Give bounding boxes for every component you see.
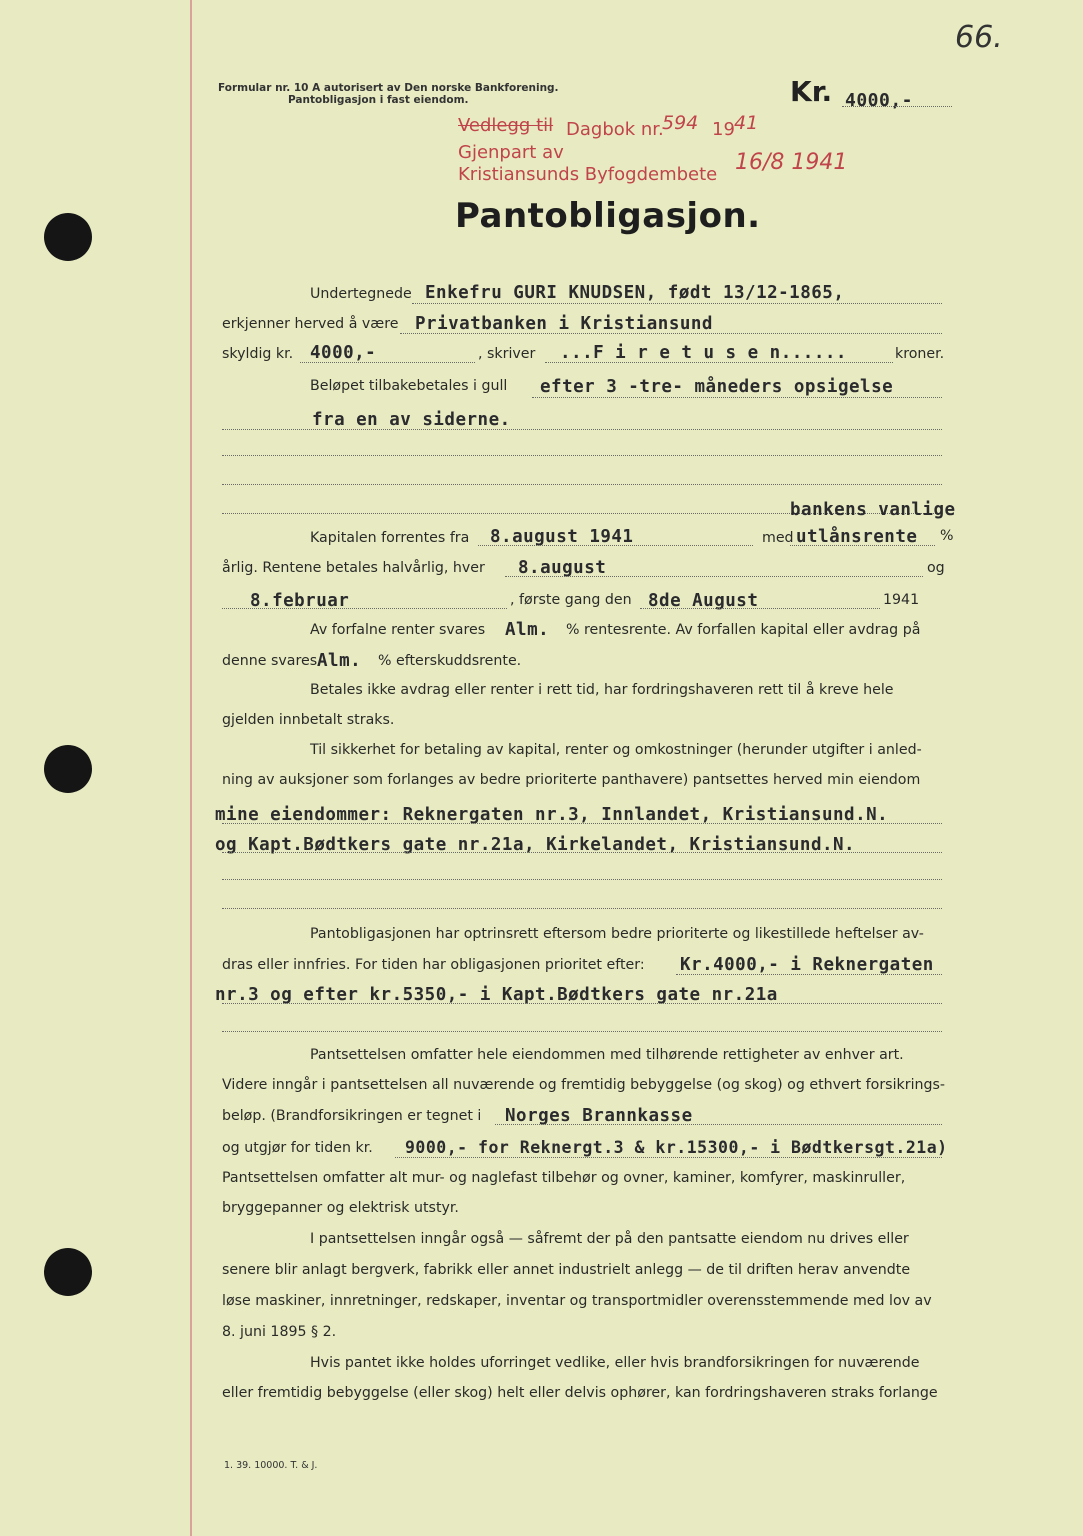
hvis-line-2: eller fremtidig bebyggelse (eller skog) helt eller delvis ophører, kan fordringshaveren straks forlange <box>222 1385 938 1401</box>
kapital-value: 8.august 1941 <box>490 527 634 547</box>
sikkerhet-line-2: ning av auksjoner som forlanges av bedre prioriterte panthavere) pantsettes herved min eiendom <box>222 772 921 788</box>
punch-hole <box>44 745 92 793</box>
undertegnede-label: Undertegnede <box>310 286 412 302</box>
februar-value: 8.februar <box>250 591 350 611</box>
optrinsrett-line-1: Pantobligasjonen har optrinsrett eftersom bedre prioriterte og likestillede heftelser av- <box>310 926 924 942</box>
hvis-line-1: Hvis pantet ikke holdes uforringet vedlike, eller hvis brandforsikringen for nuværende <box>310 1355 920 1371</box>
brand-value: Norges Brannkasse <box>505 1106 693 1126</box>
form-line-2: Pantobligasjon i fast eiendom. <box>288 94 469 106</box>
forste-label: , første gang den <box>510 592 632 608</box>
betales-line-2: gjelden innbetalt straks. <box>222 712 395 728</box>
forfalne-text: Av forfalne renter svares <box>310 622 486 638</box>
rente-value-2: utlånsrente <box>796 527 918 547</box>
prioritet-value-1: Kr.4000,- i Reknergaten <box>680 955 934 975</box>
betales-line-1: Betales ikke avdrag eller renter i rett tid, har fordringshaveren rett til å kreve hele <box>310 682 894 698</box>
optrinsrett-line-2: dras eller innfries. For tiden har obligasjonen prioritet efter: <box>222 957 645 973</box>
undertegnede-value: Enkefru GURI KNUDSEN, født 13/12-1865, <box>425 283 845 303</box>
skyldig-amount: 4000,- <box>310 343 377 363</box>
forste-value: 8de August <box>648 591 759 611</box>
page-number: 66. <box>955 20 1003 55</box>
forfalne-rest: % rentesrente. Av forfallen kapital eller avdrag på <box>566 622 921 638</box>
utgjor-value: 9000,- for Reknergt.3 & kr.15300,- i Bødtkersgt.21a) <box>405 1138 948 1157</box>
sikkerhet-line-1: Til sikkerhet for betaling av kapital, renter og omkostninger (herunder utgifter i anled- <box>310 742 922 758</box>
kr-label: Kr. <box>790 75 833 108</box>
skriver-value: ...F i r e t u s e n...... <box>560 343 847 363</box>
kr-amount: 4000,- <box>845 90 914 111</box>
denne-value: Alm. <box>317 651 362 671</box>
rente-pct: % <box>940 528 954 544</box>
form-line-1: Formular nr. 10 A autorisert av Den norske Bankforening. <box>218 82 559 94</box>
kapital-label: Kapitalen forrentes fra <box>310 530 470 546</box>
med-label: med <box>762 530 794 546</box>
mur-line-1: Pantsettelsen omfatter alt mur- og naglefast tilbehør og ovner, kaminer, komfyrer, maskinruller, <box>222 1170 906 1186</box>
arlig-label: årlig. Rentene betales halvårlig, hver <box>222 560 485 576</box>
stamp-year-suffix: 41 <box>734 112 759 134</box>
document-title: Pantobligasjon. <box>455 196 761 236</box>
inngar-line-3: løse maskiner, innretninger, redskaper, inventar og transportmidler overensstemmende med lov av <box>222 1293 932 1309</box>
skriver-label: , skriver <box>478 346 536 362</box>
punch-hole <box>44 1248 92 1296</box>
belop-label: Beløpet tilbakebetales i gull <box>310 378 508 394</box>
erkjenner-value: Privatbanken i Kristiansund <box>415 314 713 334</box>
kroner-label: kroner. <box>895 346 945 362</box>
rente-value-1: bankens vanlige <box>790 500 956 520</box>
eiendom-value-2: og Kapt.Bødtkers gate nr.21a, Kirkelandet, Kristiansund.N. <box>215 835 856 855</box>
brand-label: beløp. (Brandforsikringen er tegnet i <box>222 1108 482 1124</box>
inngar-line-2: senere blir anlagt bergverk, fabrikk eller annet industrielt anlegg — de til driften herav anvendte <box>222 1262 911 1278</box>
denne-text: denne svares <box>222 653 318 669</box>
forfalne-value: Alm. <box>505 620 550 640</box>
stamp-office: Kristiansunds Byfogdembete <box>458 164 718 185</box>
erkjenner-label: erkjenner herved å være <box>222 316 399 332</box>
footer-print-code: 1. 39. 10000. T. & J. <box>224 1460 318 1471</box>
skyldig-label: skyldig kr. <box>222 346 294 362</box>
forste-year: 1941 <box>883 592 920 608</box>
mur-line-2: bryggepanner og elektrisk utstyr. <box>222 1200 459 1216</box>
punch-hole <box>44 213 92 261</box>
omfatter-line-2: Videre inngår i pantsettelsen all nuværende og fremtidig bebyggelse (og skog) og ethvert forsikrings- <box>222 1077 946 1093</box>
margin-line <box>190 0 192 1536</box>
eiendom-value-1: mine eiendommer: Reknergaten nr.3, Innlandet, Kristiansund.N. <box>215 805 889 825</box>
belop-value-1: efter 3 -tre- måneders opsigelse <box>540 377 894 397</box>
denne-rest: % efterskuddsrente. <box>378 653 522 669</box>
omfatter-line-1: Pantsettelsen omfatter hele eiendommen med tilhørende rettigheter av enhver art. <box>310 1047 904 1063</box>
stamp-dagbok: Dagbok nr. <box>566 119 664 140</box>
stamp-gjenpart: Gjenpart av <box>458 142 564 163</box>
arlig-value: 8.august <box>518 558 607 578</box>
og-label: og <box>927 560 945 576</box>
stamp-year-prefix: 19 <box>712 119 735 140</box>
prioritet-value-2: nr.3 og efter kr.5350,- i Kapt.Bødtkers gate nr.21a <box>215 985 778 1005</box>
inngar-line-4: 8. juni 1895 § 2. <box>222 1324 337 1340</box>
belop-value-2: fra en av siderne. <box>312 410 511 430</box>
inngar-line-1: I pantsettelsen inngår også — såfremt der på den pantsatte eiendom nu drives eller <box>310 1231 909 1247</box>
stamp-date: 16/8 1941 <box>735 150 848 175</box>
stamp-vedlegg: Vedlegg til <box>458 115 554 136</box>
stamp-dagbok-no: 594 <box>662 112 699 134</box>
utgjor-label: og utgjør for tiden kr. <box>222 1140 373 1156</box>
